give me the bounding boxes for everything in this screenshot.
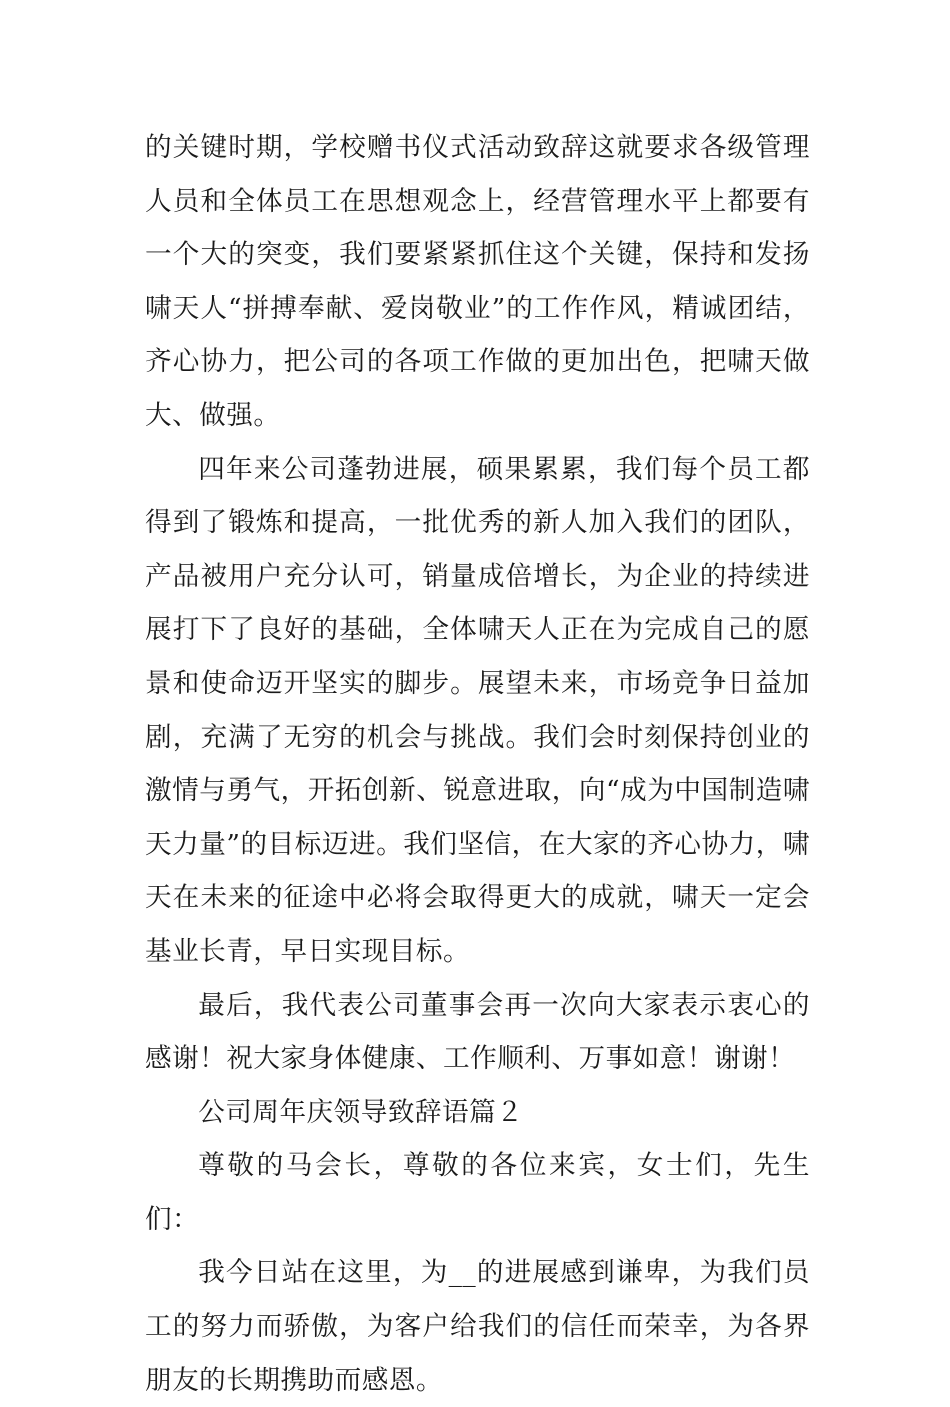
- document-body: [145, 121, 810, 1407]
- paragraph-6: 我今日站在这里，为__的进展感到谦卑，为我们员工的努力而骄傲，为客户给我们的信任而荣幸，为各界朋友的长期携助而感恩。: [145, 1257, 810, 1396]
- paragraph-3: 最后，我代表公司董事会再一次向大家表示衷心的感谢！祝大家身体健康、工作顺利、万事如意！谢谢！: [145, 989, 810, 1075]
- paragraph-2: 四年来公司蓬勃进展，硕果累累，我们每个员工都得到了锻炼和提高，一批优秀的新人加入我们的团队，产品被用户充分认可，销量成倍增长，为企业的持续进展打下了良好的基础，全体啸天人正在为完成自己的愿景和使命迈开坚实的脚步。展望未来，市场竞争日益加剧，充满了无穷的机会与挑战。我们会时刻保持创业的激情与勇气，开拓创新、锐意进取，向“成为中国制造啸天力量”的目标迈进。我们坚信，在大家的齐心协力，啸天在未来的征途中必将会取得更大的成就，啸天一定会基业长青，早日实现目标。: [145, 453, 810, 967]
- section-heading: 公司周年庆领导致辞语篇２: [198, 1096, 524, 1128]
- salutation: 尊敬的马会长，尊敬的各位来宾，女士们，先生们：: [145, 1150, 810, 1235]
- paragraph-1: 的关键时期，学校赠书仪式活动致辞这就要求各级管理人员和全体员工在思想观念上，经营管理水平上都要有一个大的突变，我们要紧紧抓住这个关键，保持和发扬啸天人“拼搏奉献、爱岗敬业”的工作作风，精诚团结，齐心协力，把公司的各项工作做的更加出色，把啸天做大、做强。: [145, 132, 810, 431]
